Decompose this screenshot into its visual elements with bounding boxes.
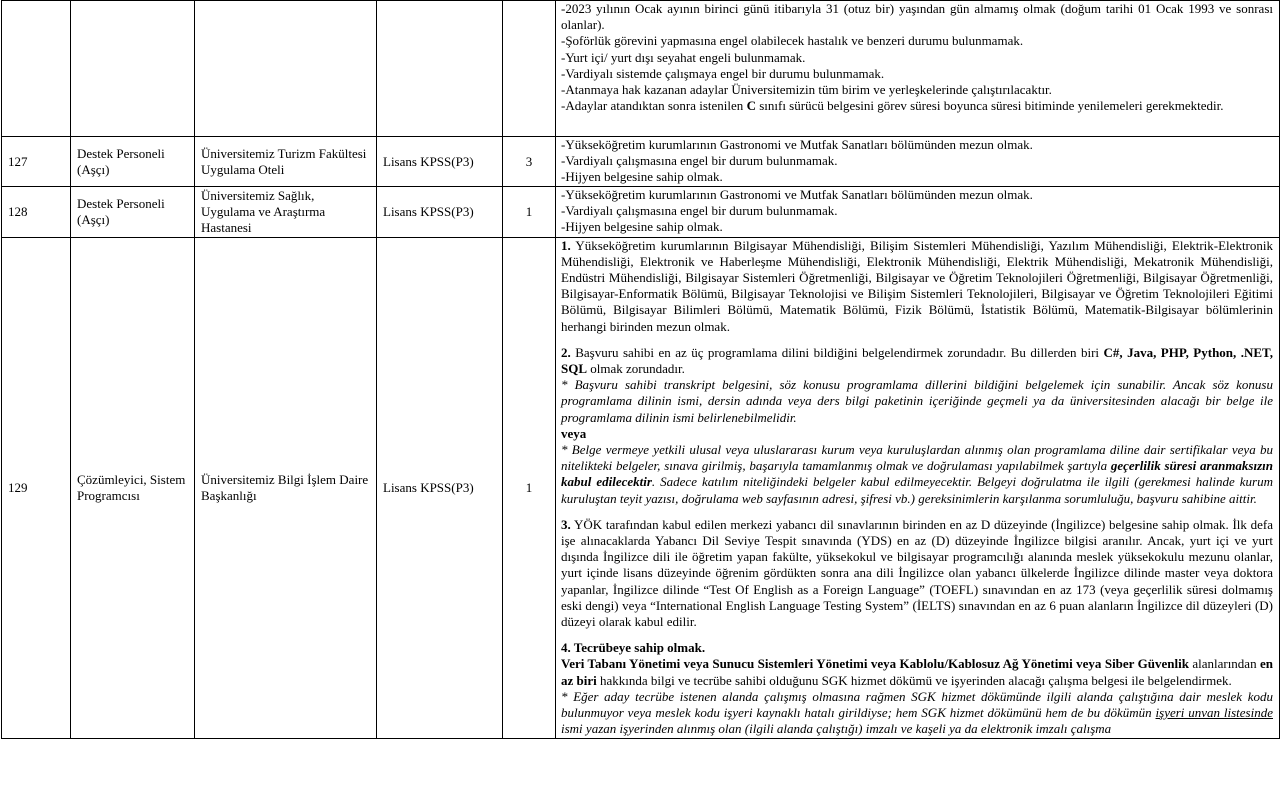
experience-areas: Veri Tabanı Yönetimi veya Sunucu Sistemleri Yönetimi veya Kablolu/Kablosuz Ağ Yönetimi veya Siber Güvenlik [561,656,1189,672]
requirement-2-note: * Başvuru sahibi transkript belgesini, söz konusu programlama dillerini bildiğini belgelemek için sunabilir. Ancak söz konusu programlama dilinin ismi, dersin adında veya ders bilgi paketinin içeriğinde geçmeli ya da üniversitesinden alacağı bir belge ile programlama dilinin ismi belirlenebilmelidir. [561,377,1273,425]
cell-unit [195,1,377,137]
requirement-line: -Vardiyalı çalışmasına engel bir durum bulunmamak. [561,202,838,218]
cell-no: 127 [2,137,71,187]
cell-position: Çözümleyici, Sistem Programcısı [71,237,195,738]
cell-unit: Üniversitemiz Bilgi İşlem Daire Başkanlığı [195,237,377,738]
job-table [1,0,1280,739]
spacer [561,335,1273,345]
requirement-line: -Hijyen belgesine sahip olmak. [561,169,723,185]
requirement-2-note-2 [561,442,1273,507]
cell-education: Lisans KPSS(P3) [377,186,503,237]
requirement-1 [561,238,1273,335]
requirement-4 [561,656,1273,688]
text-segment: . Sadece katılım niteliğindeki belgeler kabul edilmeyecektir. Belgeyi doğrulatma ile ilgili (gerekmesi halinde kurum kuruluştan teyit yazısı, doğrulama web sayfasının adresi, şifresi vb.) gereksinimlerin karşılanma sorumluluğu, başvuru sahibine aittir. [561,474,1273,506]
requirement-2 [561,345,1273,377]
cell-no [2,1,71,137]
cell-requirements [556,237,1280,738]
cell-unit: Üniversitemiz Turizm Fakültesi Uygulama Oteli [195,137,377,187]
cell-requirements [556,1,1280,137]
requirement-line: -Yükseköğretim kurumlarının Gastronomi ve Mutfak Sanatları bölümünden mezun olmak. [561,186,1033,202]
cell-count: 1 [503,237,556,738]
text-segment: sınıfı sürücü belgesini görev süresi boyunca süresi bitiminde yenilemeleri gerekmektedir. [755,98,1224,114]
requirement-line: -Şoförlük görevini yapmasına engel olabilecek hastalık ve benzeri durumu bulunmamak. [561,33,1024,49]
cell-no: 128 [2,186,71,237]
requirement-line: -2023 yılının Ocak ayının birinci günü itibarıyla 31 (otuz bir) yaşından gün almamış olmak (doğum tarihi 01 Ocak 1993 ve sonrası olanlar). [561,1,1273,33]
spacer [561,507,1273,517]
requirement-line [561,98,1273,114]
requirement-line: -Atanmaya hak kazanan adaylar Üniversitemizin tüm birim ve yerleşkelerinde çalıştırılacaktır. [561,82,1052,98]
text-segment: Başvuru sahibi en az üç programlama dilini bildiğini belgelendirmek zorundadır. Bu dillerden biri [570,344,1104,360]
text-segment: alanlarından [1188,656,1260,672]
requirement-line: -Hijyen belgesine sahip olmak. [561,219,723,235]
item-number: 1. [561,237,571,253]
requirement-4-title: 4. Tecrübeye sahip olmak. [561,640,706,656]
cell-unit: Üniversitemiz Sağlık, Uygulama ve Araştırma Hastanesi [195,186,377,237]
cell-requirements [556,186,1280,237]
text-segment: * Belge vermeye yetkili ulusal veya uluslararası kurum veya kuruluşlardan alınmış olan programlama diline dair sertifikalar veya bu nitelikteki belgeler, sınava girilmiş, başarıyla tamamlanmış olmak ve doğrulaması yapılabilmek şartıyla [561,442,1273,474]
cell-education: Lisans KPSS(P3) [377,137,503,187]
requirement-line: -Vardiyalı çalışmasına engel bir durum bulunmamak. [561,153,838,169]
table-row-129 [2,237,1280,738]
validity-emphasis: geçerlilik süresi aranmaksızın kabul edilecektir [561,458,1273,490]
cell-count [503,1,556,137]
requirement-3 [561,517,1273,630]
requirement-4-note [561,689,1273,738]
cell-education [377,1,503,137]
item-number: 2. [561,344,571,360]
table-row-128 [2,186,1280,237]
spacer [561,630,1273,640]
cell-position: Destek Personeli (Aşçı) [71,137,195,187]
underlined-text: işyeri unvan listesinde [1155,705,1273,721]
text-segment: ismi yazan işyerinden alınmış olan (ilgili alanda çalıştığı) imzalı ve kaşeli ya da elektronik imzalı çalışma [561,721,1112,737]
text-segment: -Adaylar atandıktan sonra istenilen [561,98,747,114]
cell-education: Lisans KPSS(P3) [377,237,503,738]
text-segment: hakkında bilgi ve tecrübe sahibi olduğunu SGK hizmet dökümü ve işyerinden alacağı çalışma belgesi ile belgelendirmek. [596,672,1232,688]
text-segment: olmak zorundadır. [587,361,685,377]
requirement-line: -Yükseköğretim kurumlarının Gastronomi ve Mutfak Sanatları bölümünden mezun olmak. [561,137,1033,152]
requirement-line: -Vardiyalı sistemde çalışmaya engel bir durumu bulunmamak. [561,65,885,81]
table-row-continued [2,1,1280,137]
cell-position [71,1,195,137]
or-label: veya [561,425,587,441]
license-class: C [746,98,756,114]
cell-count: 1 [503,186,556,237]
cell-count: 3 [503,137,556,187]
text-segment: * Eğer aday tecrübe istenen alanda çalışmış olmasına rağmen SGK hizmet dökümünde ilgili alanda çalıştığına dair meslek kodu bulunmuyor veya meslek kodu işyeri kaynaklı hatalı girildiyse; hem SGK hizmet dökümünü hem de bu dökümün [561,688,1273,721]
text-segment: Yükseköğretim kurumlarının Bilgisayar Mühendisliği, Bilişim Sistemleri Mühendisliği, Yazılım Mühendisliği, Elektrik-Elektronik Mühendisliği, Elektronik ve Haberleşme Mühendisliği, Elektronik Mühendisliği, Elektrik Mühendisliği, Mekatronik Mühendisliği, Endüstri Mühendisliği, Bilgisayar Sistemleri Öğretmenliği, Bilgisayar ve Öğretim Teknolojileri Öğretmenliği, Bilgisayar Öğretmenliği, Bilgisayar-Enformatik Bölümü, Bilgisayar Teknolojisi ve Bilişim Sistemleri Teknolojileri, Bilgisayar ve Öğretim Teknolojileri Eğitimi Bölümü, Bilgisayar Bilimleri Bölümü, Matematik Bölümü, Fizik Bölümü, İstatistik Bölümü, Matematik-Bilgisayar bölümlerinin herhangi birinden mezun olmak. [561,237,1273,334]
cell-no: 129 [2,237,71,738]
languages-list: C#, Java, PHP, Python, .NET, SQL [561,344,1273,377]
table-row-127 [2,137,1280,187]
cell-position: Destek Personeli (Aşçı) [71,186,195,237]
requirement-line: -Yurt içi/ yurt dışı seyahat engeli bulunmamak. [561,49,806,65]
text-segment: YÖK tarafından kabul edilen merkezi yabancı dil sınavlarının birinden en az D düzeyinde (İngilizce) belgesine sahip olmak. İlk defa işe alınacaklarda Yabancı Dil Seviye Tespit sınavında (YDS) en az (D) düzeyinde İngilizce bilgisi aranılır. Ancak, yurt içi ve yurt dışında İngilizce dili ile öğretim yapan fakülte, yüksekokul ve bilgisayar programcılığı alanında meslek yüksekokulu mezunu olanlar, yurt içinde lisans düzeyinde öğrenim gördükten sonra ana dili İngilizce olan yabancı ülkelerde İngilizce dilinde master veya doktora yapanlar, İngilizce dilinde “Test Of English as a Foreign Language” (TOEFL) sınavından en az 173 (veya geçerlilik süresi dolmamış eski dengi) veya “International English Language Testing System” (İELTS) sınavından en az 6 puan alanların İngilizce dil düzeyleri (D) düzeyi olarak kabul edilir. [561,516,1273,630]
cell-requirements [556,137,1280,187]
item-number: 3. [561,516,571,532]
at-least-one: en az biri [561,656,1273,688]
